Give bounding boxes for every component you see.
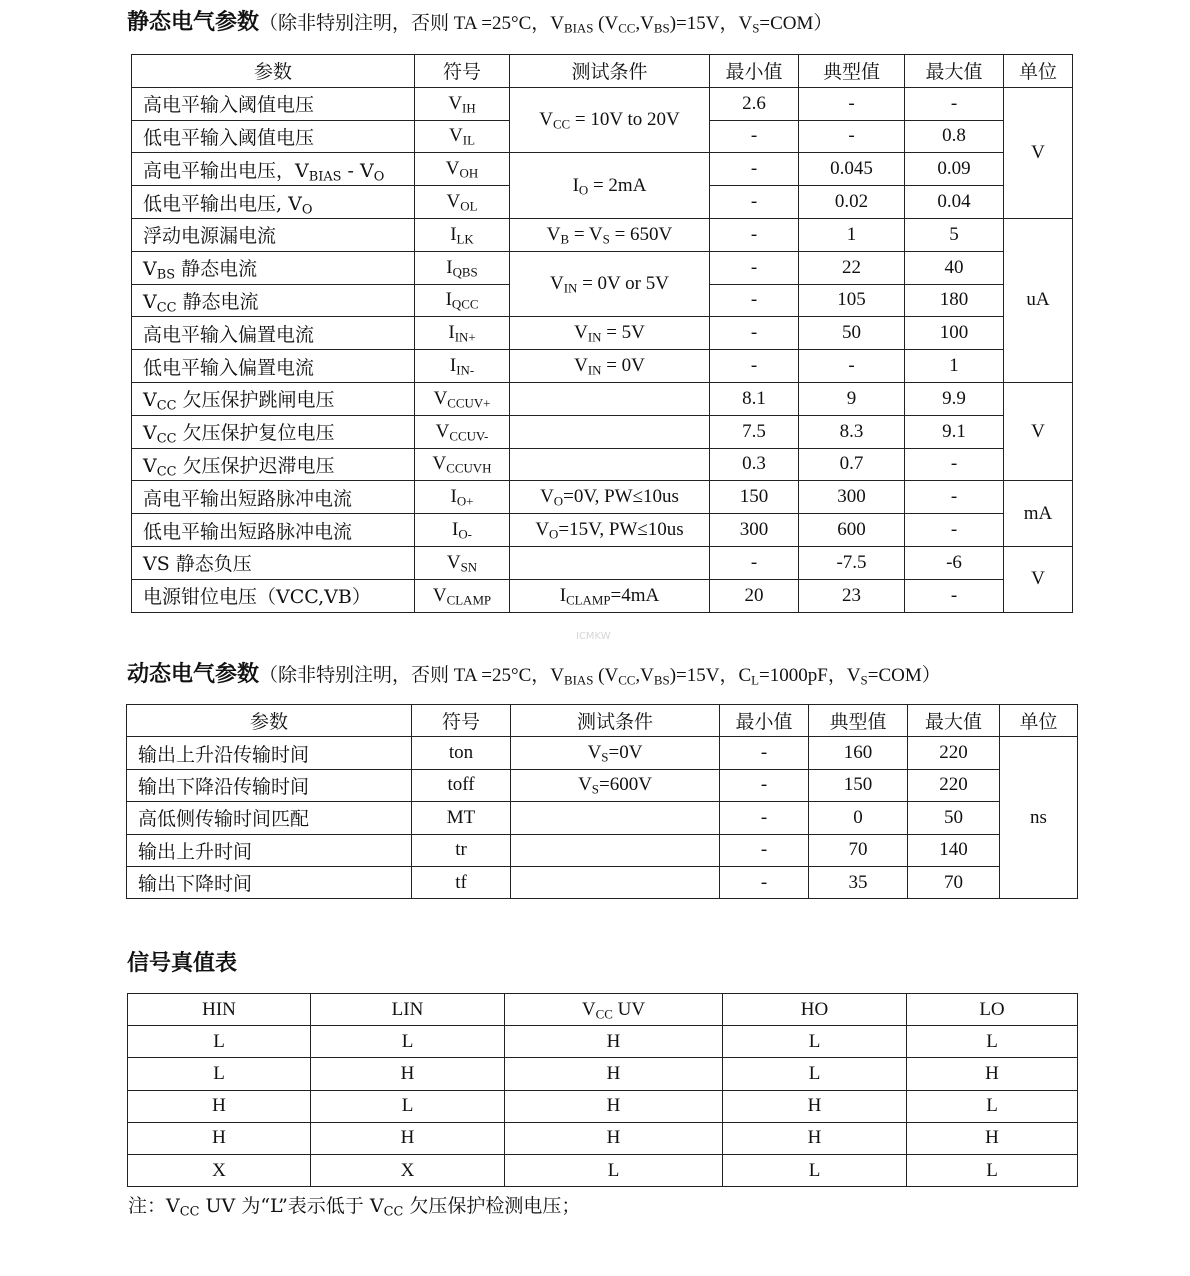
table-row	[132, 579, 1073, 612]
typ-cell: 23	[799, 579, 905, 612]
min-cell: 300	[710, 514, 799, 547]
typ-cell: 0.045	[799, 153, 905, 186]
param-cell: 输出下降时间	[127, 866, 412, 898]
header-hin: HIN	[128, 994, 311, 1026]
static-section-title: 静态电气参数	[127, 10, 260, 35]
typ-cell: 0	[809, 802, 908, 834]
min-cell: -	[710, 546, 799, 579]
table-row	[128, 1058, 1078, 1090]
symbol-cell: $V_{OL}$	[415, 186, 510, 219]
table-row	[132, 251, 1073, 284]
table-header-row	[127, 705, 1078, 737]
header-symbol: 符号	[412, 705, 511, 737]
typ-cell: 160	[809, 737, 908, 769]
condition-cell: $V_{IN} = 0V$	[510, 350, 710, 383]
max-cell: 0.04	[905, 186, 1004, 219]
dynamic-section-condition: （除非特别注明，否则 TA =25°C，$V_{BIAS}$ $(V_{CC},V_{BS})=15V$，$C_L=1000pF$，$V_S=COM$）	[259, 665, 941, 688]
hin-cell: H	[128, 1122, 311, 1154]
param-cell: 低电平输出短路脉冲电流	[132, 514, 415, 547]
lin-cell: L	[311, 1090, 505, 1122]
header-typ: 典型值	[799, 55, 905, 88]
header-symbol: 符号	[415, 55, 510, 88]
header-vcc-uv: $V_{CC}$ UV	[505, 994, 723, 1026]
table-row	[127, 866, 1078, 898]
symbol-cell: $I_{O-}$	[415, 514, 510, 547]
table-row	[132, 382, 1073, 415]
ho-cell: H	[723, 1090, 907, 1122]
header-max: 最大值	[908, 705, 1000, 737]
header-unit: 单位	[1004, 55, 1073, 88]
table-row	[128, 1090, 1078, 1122]
vcc-uv-cell: H	[505, 1090, 723, 1122]
table-row	[128, 1026, 1078, 1058]
param-cell: VS 静态负压	[132, 546, 415, 579]
min-cell: -	[720, 802, 809, 834]
dynamic-parameters-table	[126, 704, 1078, 899]
header-min: 最小值	[710, 55, 799, 88]
condition-cell	[511, 834, 720, 866]
param-cell: 高电平输入阈值电压	[132, 87, 415, 120]
min-cell: 7.5	[710, 415, 799, 448]
header-lo: LO	[907, 994, 1078, 1026]
max-cell: 180	[905, 284, 1004, 317]
condition-cell: $V_{IN} = 0V$ or 5V	[510, 251, 710, 317]
param-cell: 浮动电源漏电流	[132, 218, 415, 251]
min-cell: -	[710, 120, 799, 153]
table-row	[127, 737, 1078, 769]
typ-cell: 35	[809, 866, 908, 898]
condition-cell: $V_{CC} = 10V$ to 20V	[510, 87, 710, 153]
max-cell: -6	[905, 546, 1004, 579]
max-cell: 40	[905, 251, 1004, 284]
typ-cell: -	[799, 120, 905, 153]
header-condition: 测试条件	[510, 55, 710, 88]
typ-cell: 0.7	[799, 448, 905, 481]
table-row	[128, 1154, 1078, 1186]
condition-cell: $V_S=600V$	[511, 769, 720, 801]
min-cell: 2.6	[710, 87, 799, 120]
min-cell: 20	[710, 579, 799, 612]
max-cell: 220	[908, 737, 1000, 769]
param-cell: 输出下降沿传输时间	[127, 769, 412, 801]
table-row	[127, 769, 1078, 801]
header-min: 最小值	[720, 705, 809, 737]
condition-cell: $V_S=0V$	[511, 737, 720, 769]
typ-cell: -	[799, 87, 905, 120]
symbol-cell: $V_{OH}$	[415, 153, 510, 186]
condition-cell: $V_B = V_S = 650V$	[510, 218, 710, 251]
symbol-cell: $V_{SN}$	[415, 546, 510, 579]
unit-cell: V	[1004, 382, 1073, 480]
table-row	[127, 834, 1078, 866]
param-cell: 电源钳位电压（VCC,VB）	[132, 579, 415, 612]
header-max: 最大值	[905, 55, 1004, 88]
table-header-row	[132, 55, 1073, 88]
max-cell: -	[905, 579, 1004, 612]
unit-cell: V	[1004, 546, 1073, 612]
vcc-uv-cell: L	[505, 1154, 723, 1186]
dynamic-section-heading	[127, 662, 941, 689]
max-cell: -	[905, 481, 1004, 514]
param-cell: 高电平输出短路脉冲电流	[132, 481, 415, 514]
typ-cell: 300	[799, 481, 905, 514]
typ-cell: 22	[799, 251, 905, 284]
watermark: ICMKW	[576, 631, 611, 642]
truth-table	[127, 993, 1078, 1187]
max-cell: 0.8	[905, 120, 1004, 153]
min-cell: 8.1	[710, 382, 799, 415]
param-cell: 高电平输出电压，$V_{BIAS} - V_O$	[132, 153, 415, 186]
param-cell: 低电平输入阈值电压	[132, 120, 415, 153]
vcc-uv-cell: H	[505, 1122, 723, 1154]
hin-cell: X	[128, 1154, 311, 1186]
ho-cell: L	[723, 1154, 907, 1186]
symbol-cell: $I_{QBS}$	[415, 251, 510, 284]
condition-cell	[510, 546, 710, 579]
condition-cell: $I_{CLAMP}=4mA$	[510, 579, 710, 612]
table-row	[132, 514, 1073, 547]
symbol-cell: tf	[412, 866, 511, 898]
table-row	[132, 350, 1073, 383]
condition-cell: $I_O = 2mA$	[510, 153, 710, 219]
header-ho: HO	[723, 994, 907, 1026]
vcc-uv-cell: H	[505, 1026, 723, 1058]
param-cell: 低电平输出电压, $V_O$	[132, 186, 415, 219]
ho-cell: L	[723, 1026, 907, 1058]
typ-cell: 8.3	[799, 415, 905, 448]
max-cell: 5	[905, 218, 1004, 251]
symbol-cell: $V_{CCUVH}$	[415, 448, 510, 481]
symbol-cell: $I_{O+}$	[415, 481, 510, 514]
symbol-cell: tr	[412, 834, 511, 866]
max-cell: -	[905, 448, 1004, 481]
max-cell: 1	[905, 350, 1004, 383]
symbol-cell: $I_{LK}$	[415, 218, 510, 251]
max-cell: 70	[908, 866, 1000, 898]
param-cell: $V_{BS}$ 静态电流	[132, 251, 415, 284]
symbol-cell: $I_{QCC}$	[415, 284, 510, 317]
symbol-cell: toff	[412, 769, 511, 801]
symbol-cell: $I_{IN+}$	[415, 317, 510, 350]
header-unit: 单位	[1000, 705, 1078, 737]
condition-cell: $V_{IN} = 5V$	[510, 317, 710, 350]
typ-cell: 50	[799, 317, 905, 350]
max-cell: 9.9	[905, 382, 1004, 415]
header-param: 参数	[132, 55, 415, 88]
max-cell: 9.1	[905, 415, 1004, 448]
unit-cell: mA	[1004, 481, 1073, 547]
static-parameters-table	[131, 54, 1073, 613]
min-cell: -	[710, 153, 799, 186]
unit-cell: ns	[1000, 737, 1078, 899]
static-section-heading	[127, 10, 832, 37]
param-cell: 高低侧传输时间匹配	[127, 802, 412, 834]
symbol-cell: $V_{IH}$	[415, 87, 510, 120]
param-cell: 低电平输入偏置电流	[132, 350, 415, 383]
param-cell: $V_{CC}$ 欠压保护复位电压	[132, 415, 415, 448]
param-cell: $V_{CC}$ 欠压保护迟滞电压	[132, 448, 415, 481]
lo-cell: L	[907, 1090, 1078, 1122]
ho-cell: H	[723, 1122, 907, 1154]
hin-cell: L	[128, 1026, 311, 1058]
param-cell: $V_{CC}$ 静态电流	[132, 284, 415, 317]
typ-cell: 1	[799, 218, 905, 251]
min-cell: -	[710, 284, 799, 317]
symbol-cell: MT	[412, 802, 511, 834]
min-cell: -	[710, 251, 799, 284]
condition-cell	[511, 802, 720, 834]
typ-cell: 0.02	[799, 186, 905, 219]
ho-cell: L	[723, 1058, 907, 1090]
max-cell: 140	[908, 834, 1000, 866]
typ-cell: 600	[799, 514, 905, 547]
symbol-cell: $V_{CCUV-}$	[415, 415, 510, 448]
table-row	[127, 802, 1078, 834]
table-row	[132, 87, 1073, 120]
header-param: 参数	[127, 705, 412, 737]
table-row	[132, 415, 1073, 448]
min-cell: 0.3	[710, 448, 799, 481]
condition-cell	[510, 415, 710, 448]
table-row	[128, 1122, 1078, 1154]
param-cell: 输出上升沿传输时间	[127, 737, 412, 769]
param-cell: 高电平输入偏置电流	[132, 317, 415, 350]
max-cell: -	[905, 87, 1004, 120]
dynamic-section-title: 动态电气参数	[127, 662, 260, 687]
param-cell: $V_{CC}$ 欠压保护跳闸电压	[132, 382, 415, 415]
symbol-cell: $V_{IL}$	[415, 120, 510, 153]
min-cell: -	[710, 317, 799, 350]
condition-cell	[510, 382, 710, 415]
symbol-cell: $I_{IN-}$	[415, 350, 510, 383]
min-cell: -	[720, 834, 809, 866]
typ-cell: 150	[809, 769, 908, 801]
max-cell: 0.09	[905, 153, 1004, 186]
max-cell: 50	[908, 802, 1000, 834]
lin-cell: H	[311, 1058, 505, 1090]
hin-cell: H	[128, 1090, 311, 1122]
static-section-condition: （除非特别注明，否则 TA =25°C，$V_{BIAS}$ $(V_{CC},V_{BS})=15V$，$V_S=COM$）	[259, 13, 833, 36]
min-cell: -	[710, 350, 799, 383]
condition-cell: $V_O=15V$, PW≤10us	[510, 514, 710, 547]
condition-cell	[510, 448, 710, 481]
max-cell: 100	[905, 317, 1004, 350]
min-cell: 150	[710, 481, 799, 514]
truth-section-heading	[127, 951, 237, 977]
table-row	[132, 448, 1073, 481]
min-cell: -	[710, 186, 799, 219]
table-row	[132, 481, 1073, 514]
table-header-row	[128, 994, 1078, 1026]
table-row	[132, 218, 1073, 251]
lo-cell: H	[907, 1122, 1078, 1154]
lin-cell: X	[311, 1154, 505, 1186]
lin-cell: H	[311, 1122, 505, 1154]
unit-cell: V	[1004, 87, 1073, 218]
table-row	[132, 317, 1073, 350]
condition-cell: $V_O=0V$, PW≤10us	[510, 481, 710, 514]
truth-table-note: 注：$V_{CC}$ UV 为“L”表示低于 $V_{CC}$ 欠压保护检测电压；	[128, 1195, 581, 1220]
header-typ: 典型值	[809, 705, 908, 737]
lin-cell: L	[311, 1026, 505, 1058]
typ-cell: -7.5	[799, 546, 905, 579]
symbol-cell: ton	[412, 737, 511, 769]
truth-section-title: 信号真值表	[127, 951, 238, 976]
hin-cell: L	[128, 1058, 311, 1090]
vcc-uv-cell: H	[505, 1058, 723, 1090]
min-cell: -	[720, 737, 809, 769]
typ-cell: 105	[799, 284, 905, 317]
lo-cell: L	[907, 1154, 1078, 1186]
typ-cell: 9	[799, 382, 905, 415]
min-cell: -	[720, 769, 809, 801]
max-cell: 220	[908, 769, 1000, 801]
symbol-cell: $V_{CCUV+}$	[415, 382, 510, 415]
param-cell: 输出上升时间	[127, 834, 412, 866]
table-row	[132, 153, 1073, 186]
min-cell: -	[710, 218, 799, 251]
min-cell: -	[720, 866, 809, 898]
lo-cell: L	[907, 1026, 1078, 1058]
header-condition: 测试条件	[511, 705, 720, 737]
condition-cell	[511, 866, 720, 898]
unit-cell: uA	[1004, 218, 1073, 382]
symbol-cell: $V_{CLAMP}$	[415, 579, 510, 612]
table-row	[132, 546, 1073, 579]
typ-cell: -	[799, 350, 905, 383]
max-cell: -	[905, 514, 1004, 547]
header-lin: LIN	[311, 994, 505, 1026]
lo-cell: H	[907, 1058, 1078, 1090]
typ-cell: 70	[809, 834, 908, 866]
